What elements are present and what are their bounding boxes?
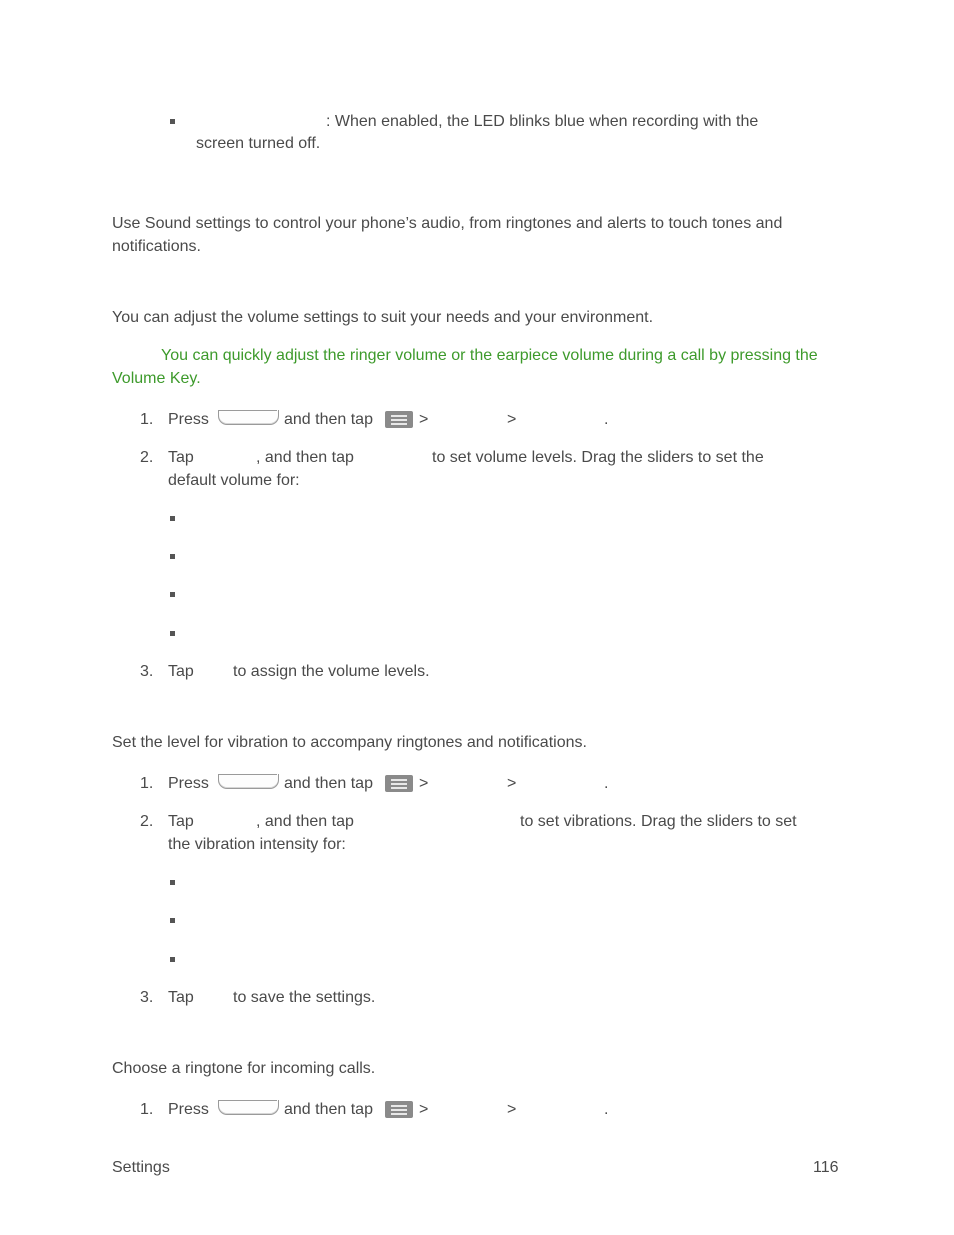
step-number: 2. <box>140 449 154 466</box>
step-text: to save the settings. <box>233 989 376 1006</box>
menu-key-icon <box>385 775 413 792</box>
ringtone-intro: Choose a ringtone for incoming calls. <box>112 1060 376 1077</box>
path-end: . <box>604 411 609 428</box>
step-text-cont: default volume for: <box>168 472 300 489</box>
home-key-icon <box>218 1100 279 1115</box>
step-and-then-tap: , and then tap <box>256 449 354 466</box>
step-text: to assign the volume levels. <box>233 663 430 680</box>
bullet-marker <box>170 880 175 885</box>
step-number: 3. <box>140 663 154 680</box>
bullet-marker <box>170 918 175 923</box>
menu-key-icon <box>385 1101 413 1118</box>
path-separator: > <box>419 775 429 792</box>
step-and-then-tap: and then tap <box>284 1101 373 1118</box>
bullet-marker <box>170 119 175 124</box>
path-separator: > <box>507 411 517 428</box>
bullet-marker <box>170 516 175 521</box>
step-number: 3. <box>140 989 154 1006</box>
footer-section: Settings <box>112 1159 170 1176</box>
step-number: 2. <box>140 813 154 830</box>
page-number: 116 <box>813 1159 839 1176</box>
step-and-then-tap: and then tap <box>284 775 373 792</box>
bullet-marker <box>170 592 175 597</box>
step-tap-label: Tap <box>168 663 194 680</box>
step-and-then-tap: , and then tap <box>256 813 354 830</box>
volume-note: You can quickly adjust the ringer volume or the earpiece volume during a call by pressing the Volume Key. <box>112 347 818 387</box>
path-separator: > <box>507 1101 517 1118</box>
step-press-label: Press <box>168 1101 209 1118</box>
step-text: to set volume levels. Drag the sliders to set the <box>432 449 764 466</box>
home-key-icon <box>218 774 279 789</box>
bullet-marker <box>170 554 175 559</box>
sound-intro: Use Sound settings to control your phone’s audio, from ringtones and alerts to touch tones and notifications. <box>112 215 783 255</box>
volume-intro: You can adjust the volume settings to suit your needs and your environment. <box>112 309 654 326</box>
step-number: 1. <box>140 411 154 428</box>
step-tap-label: Tap <box>168 989 194 1006</box>
vibration-intro: Set the level for vibration to accompany ringtones and notifications. <box>112 734 587 751</box>
home-key-icon <box>218 410 279 425</box>
step-number: 1. <box>140 1101 154 1118</box>
step-press-label: Press <box>168 775 209 792</box>
step-text: to set vibrations. Drag the sliders to set <box>520 813 797 830</box>
path-separator: > <box>507 775 517 792</box>
led-bullet-text-cont: screen turned off. <box>196 135 321 152</box>
step-number: 1. <box>140 775 154 792</box>
step-press-label: Press <box>168 411 209 428</box>
path-separator: > <box>419 411 429 428</box>
path-separator: > <box>419 1101 429 1118</box>
step-text-cont: the vibration intensity for: <box>168 836 346 853</box>
bullet-marker <box>170 631 175 636</box>
step-tap-label: Tap <box>168 813 194 830</box>
step-tap-label: Tap <box>168 449 194 466</box>
step-and-then-tap: and then tap <box>284 411 373 428</box>
led-bullet-text: : When enabled, the LED blinks blue when recording with the <box>326 113 759 130</box>
path-end: . <box>604 1101 609 1118</box>
bullet-marker <box>170 957 175 962</box>
path-end: . <box>604 775 609 792</box>
menu-key-icon <box>385 411 413 428</box>
